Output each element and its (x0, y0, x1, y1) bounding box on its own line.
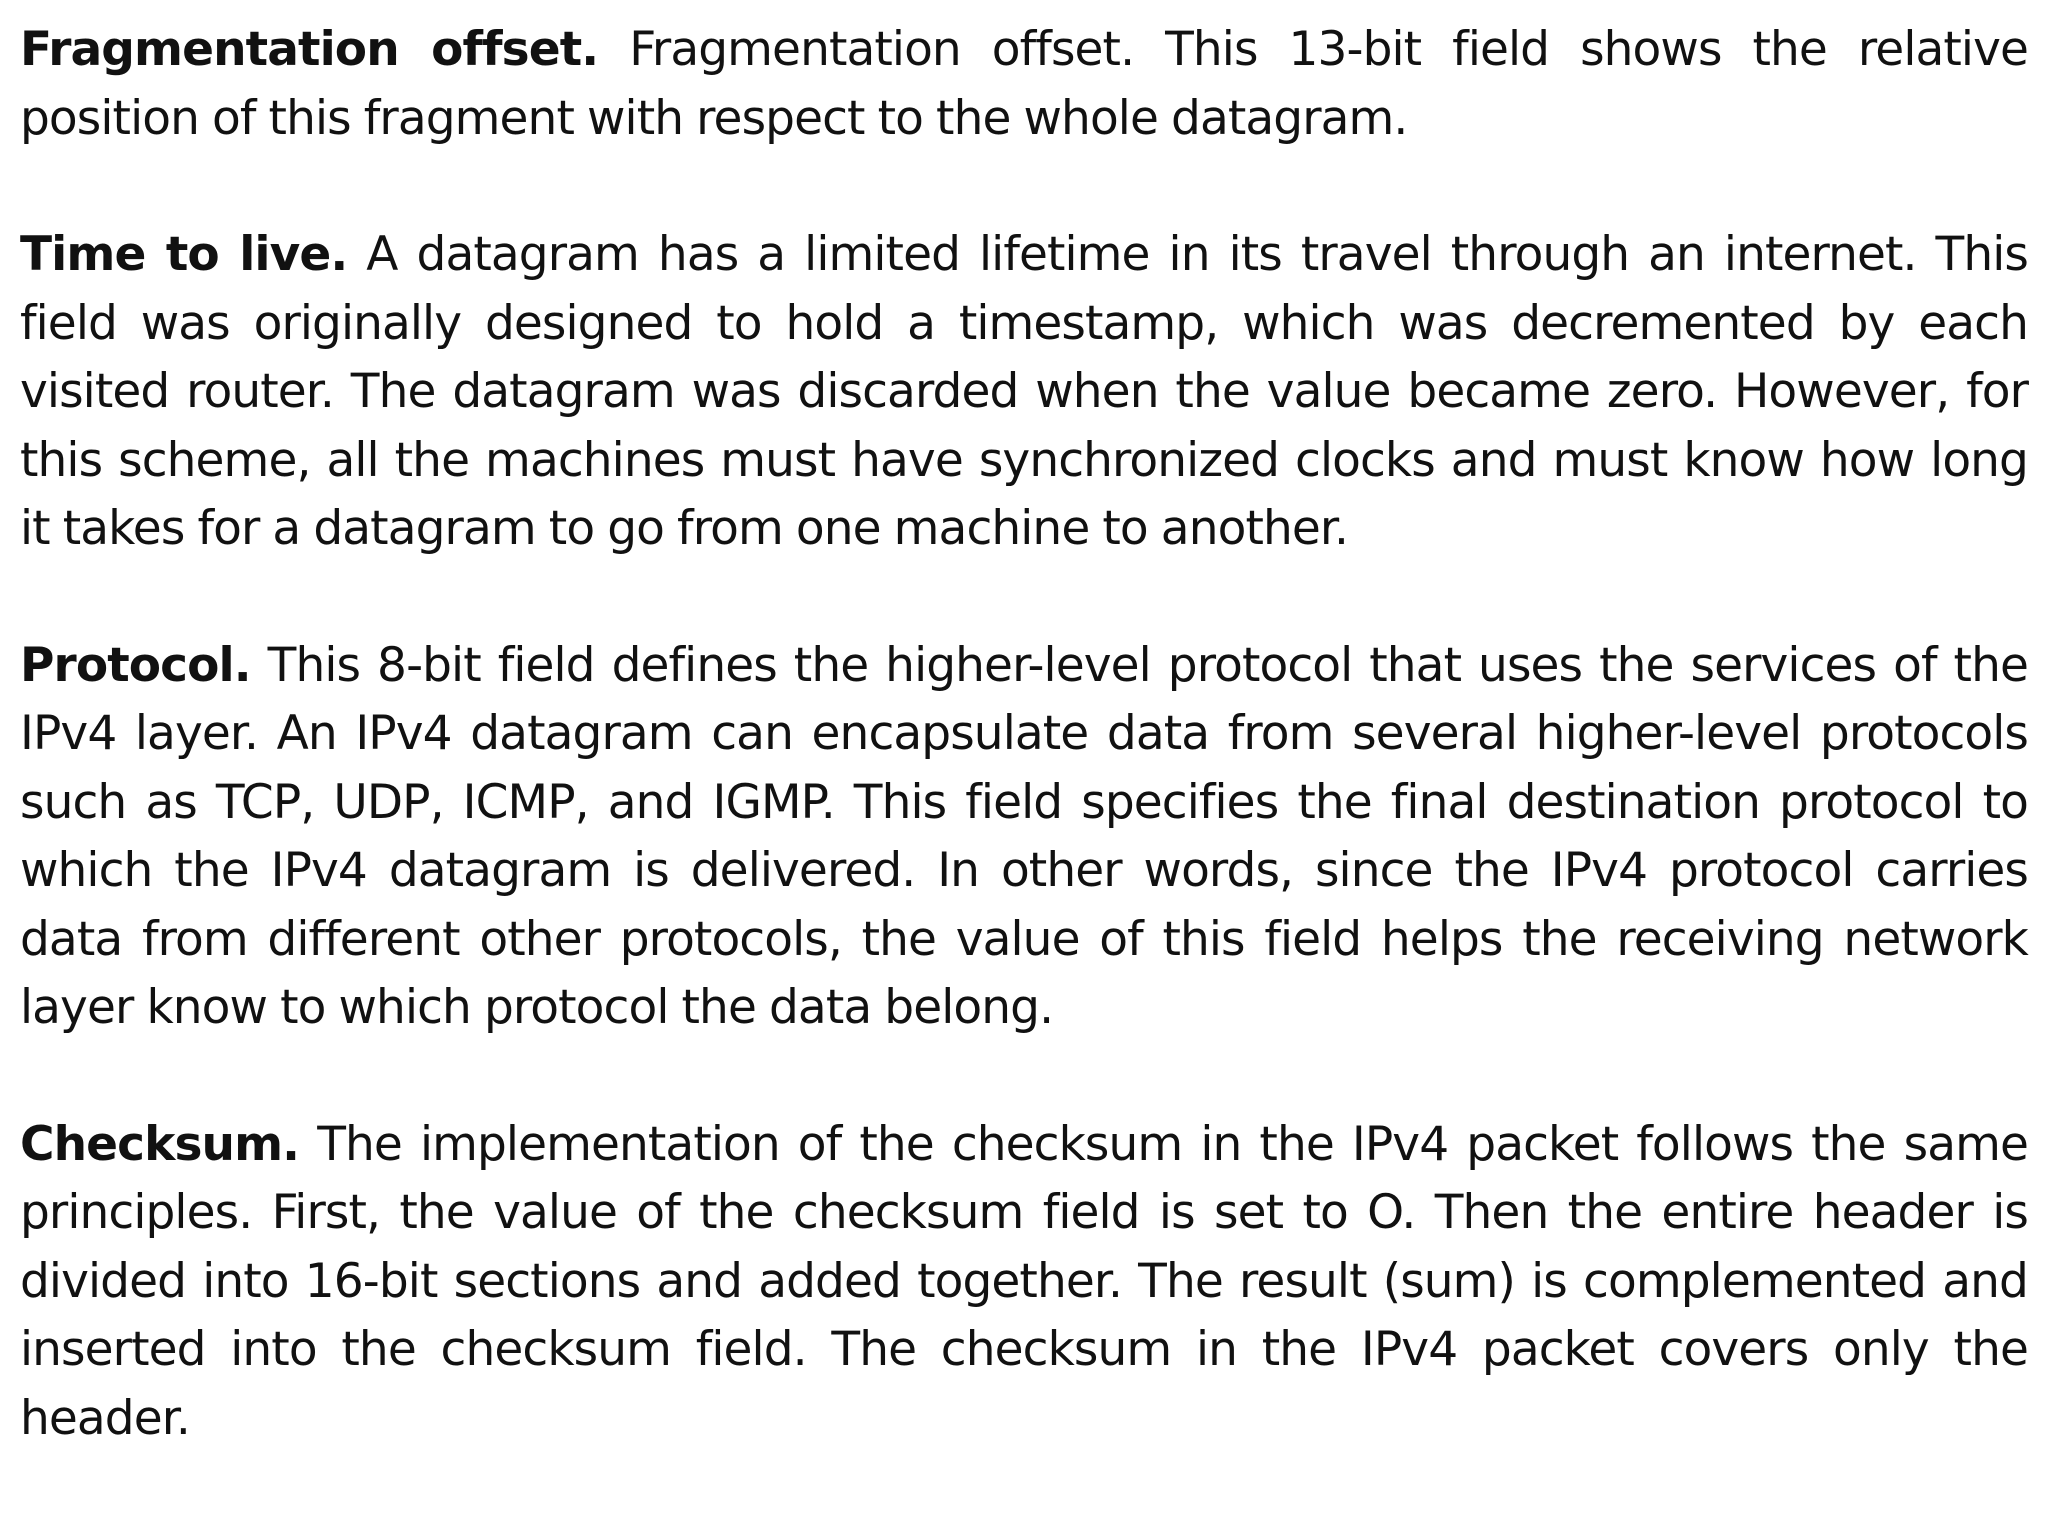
text-protocol: This 8-bit field defines the higher-level protocol that uses the services of the IPv4 layer. An IPv4 datagram can encapsulate data from several higher-level protocols such as TCP, UDP, ICMP, and IGMP. This field specifies the final destination protocol to which the IPv4 datagram is delivered. In other words, since the IPv4 protocol carries data from different other protocols, the value of this field helps the receiving network layer know to which protocol the data belong. (20, 637, 2028, 1035)
paragraph-fragmentation-offset (20, 16, 2028, 153)
paragraph-checksum (20, 1111, 2028, 1454)
text-time-to-live: A datagram has a limited lifetime in its travel through an internet. This field was originally designed to hold a timestamp, which was decremented by each visited router. The datagram was discarded when the value became zero. However, for this scheme, all the machines must have synchronized clocks and must know how long it takes for a datagram to go from one machine to another. (20, 227, 2029, 556)
term-checksum: Checksum. (20, 1116, 300, 1172)
term-time-to-live: Time to live. (20, 227, 348, 282)
paragraph-protocol (20, 632, 2028, 1043)
text-fragmentation-offset: Fragmentation offset. This 13-bit field shows the relative position of this fragment with respect to the whole datagram. (20, 22, 2028, 146)
term-fragmentation-offset: Fragmentation offset. (20, 22, 599, 77)
text-checksum: The implementation of the checksum in the IPv4 packet follows the same principles. First, the value of the checksum field is set to O. Then the entire header is divided into 16-bit sections and added together. The result (sum) is complemented and inserted into the checksum field. The checksum in the IPv4 packet covers only the header. (20, 1116, 2029, 1446)
paragraph-time-to-live (20, 221, 2028, 564)
term-protocol: Protocol. (20, 637, 251, 693)
